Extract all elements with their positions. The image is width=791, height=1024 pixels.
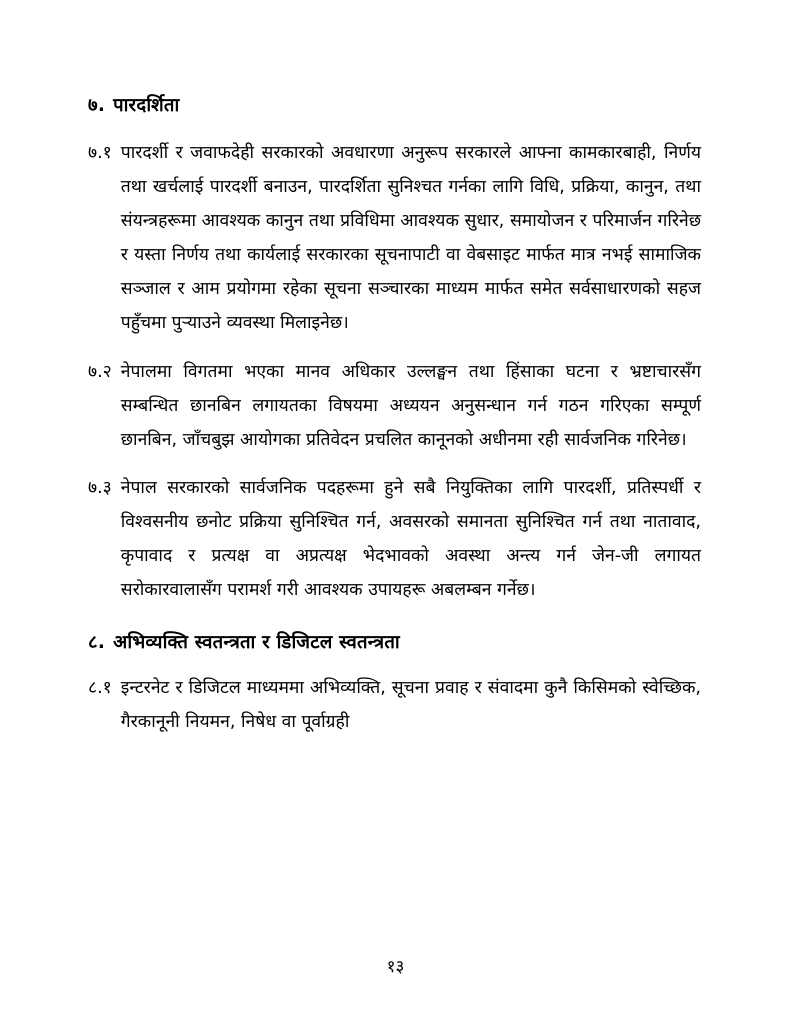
section-heading [88,92,701,120]
paragraph-number: ७.२ [88,361,112,382]
paragraph [88,671,701,739]
section-freedom-of-expression [88,629,701,739]
paragraph [88,136,701,341]
paragraph-number: ७.१ [88,142,112,163]
paragraph-text: नेपालमा विगतमा भएका मानव अधिकार उल्लङ्घन तथा हिंसाका घटना र भ्रष्टाचारसँग सम्बन्धित छानबिन लगायतका विषयमा अध्ययन अनुसन्धान गर्न गठन गरिएका सम्पूर्ण छानबिन, जाँचबुझ आयोगका प्रतिवेदन प्रचलित कानूनको अधीनमा रही सार्वजनिक गरिनेछ। [120,361,701,450]
section-heading [88,629,701,657]
paragraph-text: इन्टरनेट र डिजिटल माध्यममा अभिव्यक्ति, सूचना प्रवाह र संवादमा कुनै किसिमको स्वेच्छिक, गैरकानूनी नियमन, निषेध वा पूर्वाग्रही [120,678,701,733]
paragraph-text: नेपाल सरकारको सार्वजनिक पदहरूमा हुने सबै नियुक्तिका लागि पारदर्शी, प्रतिस्पर्धी र विश्वसनीय छनोट प्रक्रिया सुनिश्चित गर्न, अवसरको समानता सुनिश्चित गर्न तथा नातावाद, कृपावाद र प्रत्यक्ष वा अप्रत्यक्ष भेदभावको अवस्था अन्त्य गर्न जेन-जी लगायत सरोकारवालासँग परामर्श गरी आवश्यक उपायहरू अबलम्बन गर्नेछ। [120,477,701,601]
paragraph [88,471,701,608]
paragraph-number: ८.१ [88,678,112,699]
section-title: अभिव्यक्ति स्वतन्त्रता र डिजिटल स्वतन्त्रता [113,632,400,654]
section-title: पारदर्शिता [113,95,180,116]
section-number: ८. [88,632,106,654]
section-number: ७. [88,95,106,116]
paragraph-number: ७.३ [88,477,112,498]
section-transparency [88,92,701,607]
paragraph [88,355,701,457]
paragraph-text: पारदर्शी र जवाफदेही सरकारको अवधारणा अनुरूप सरकारले आफ्ना कामकारबाही, निर्णय तथा खर्चलाई पारदर्शी बनाउन, पारदर्शिता सुनिश्चत गर्नका लागि विधि, प्रक्रिया, कानुन, तथा संयन्त्रहरूमा आवश्यक कानुन तथा प्रविधिमा आवश्यक सुधार, समायोजन र परिमार्जन गरिनेछ र यस्ता निर्णय तथा कार्यलाई सरकारका सूचनापाटी वा वेबसाइट मार्फत मात्र नभई सामाजिक सञ्जाल र आम प्रयोगमा रहेका सूचना सञ्चारका माध्यम मार्फत समेत सर्वसाधारणको सहज पहुँचमा पुऱ्याउने व्यवस्था मिलाइनेछ। [120,142,701,334]
page-number: १३ [386,957,405,977]
